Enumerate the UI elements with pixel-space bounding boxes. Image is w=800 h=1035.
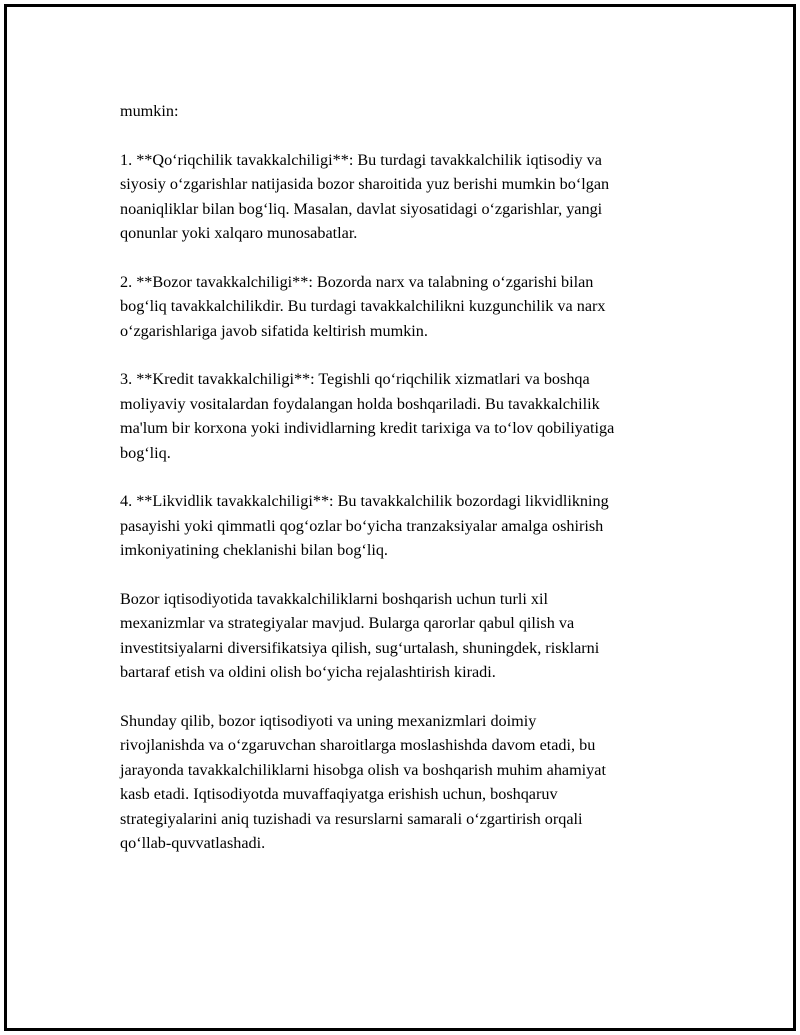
list-item-1: 1. **Qo‘riqchilik tavakkalchiligi**: Bu turdagi tavakkalchilik iqtisodiy va siyosiy o‘zgarishlar natijasida bozor sharoitida yuz berishi mumkin bo‘lgan noaniqliklar bilan bog‘liq. Masalan, davlat siyosatidagi o‘zgarishlar, yangi qonunlar yoki xalqaro munosabatlar. <box>120 150 610 243</box>
intro-fragment: mumkin: <box>120 102 179 120</box>
body-paragraph: Bozor iqtisodiyotida tavakkalchiliklarni boshqarish uchun turli xil mexanizmlar va strategiyalar mavjud. Bularga qarorlar qabul qilish va investitsiyalarni diversifikatsiya qilish, sug‘urtalash, shuningdek, risklarni bartaraf etish va oldini olish bo‘yicha rejalashtirish kiradi. <box>120 590 600 682</box>
list-item-4: 4. **Likvidlik tavakkalchiligi**: Bu tavakkalchilik bozordagi likvidlikning pasayishi yoki qimmatli qog‘ozlar bo‘yicha tranzaksiyalar amalga oshirish imkoniyatining cheklanishi bilan bog‘liq. <box>120 492 609 560</box>
list-item-3: 3. **Kredit tavakkalchiligi**: Tegishli qo‘riqchilik xizmatlari va boshqa moliyaviy vositalardan foydalangan holda boshqariladi. Bu tavakkalchilik ma'lum bir korxona yoki individlarning kredit tarixiga va to‘lov qobiliyatiga bog‘liq. <box>120 370 615 462</box>
page-border <box>4 4 796 1031</box>
conclusion-paragraph: Shunday qilib, bozor iqtisodiyoti va uning mexanizmlari doimiy rivojlanishda va o‘zgaruvchan sharoitlarga moslashishda davom etadi, bu jarayonda tavakkalchiliklarni hisobga olish va boshqarish muhim ahamiyat kasb etadi. Iqtisodiyotda muvaffaqiyatga erishish uchun, boshqaruv strategiyalarini aniq tuzishadi va resurslarni samarali o‘zgartirish orqali qo‘llab-quvvatlashadi. <box>120 712 606 853</box>
list-item-2: 2. **Bozor tavakkalchiligi**: Bozorda narx va talabning o‘zgarishi bilan bog‘liq tavakkalchilikdir. Bu turdagi tavakkalchilikni kuzgunchilik va narx o‘zgarishlariga javob sifatida keltirish mumkin. <box>120 272 606 340</box>
document-body <box>120 99 695 856</box>
